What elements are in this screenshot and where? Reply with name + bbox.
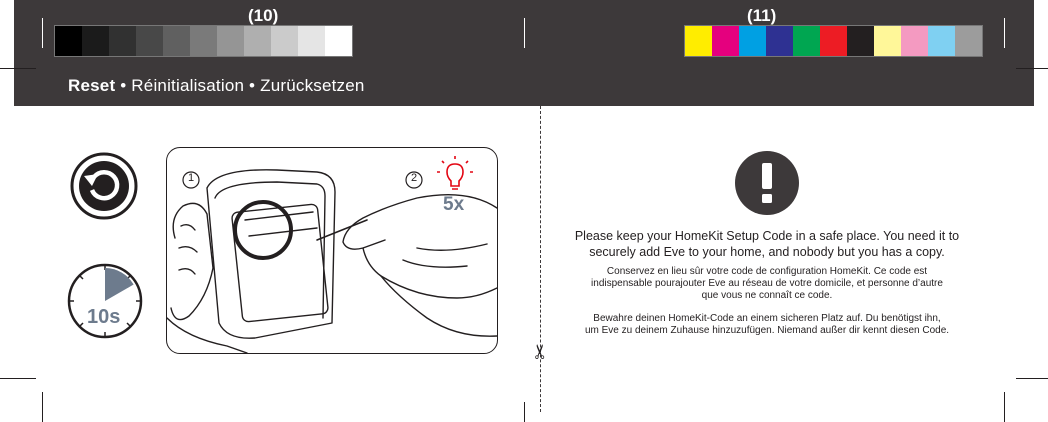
trim-mark <box>1004 392 1005 422</box>
notice-line: indispensable pourajouter Eve au réseau de votre domicile, et personne d’autre <box>591 278 943 289</box>
step-number-2: 2 <box>410 172 418 184</box>
color-swatch <box>325 26 352 56</box>
notice-german <box>572 313 962 337</box>
color-swatch <box>298 26 325 56</box>
color-swatch <box>217 26 244 56</box>
page-number-right: (11) <box>747 6 777 25</box>
color-swatch <box>190 26 217 56</box>
trim-mark <box>524 18 525 48</box>
trim-mark <box>0 378 36 379</box>
section-title <box>68 76 365 96</box>
notice-line: Conservez en lieu sûr votre code de configuration HomeKit. Ce code est <box>606 266 928 277</box>
reset-icon <box>70 152 138 220</box>
color-swatch <box>901 26 928 56</box>
press-count: 5x <box>443 194 465 215</box>
step-number-1: 1 <box>187 172 195 184</box>
process-color-bar <box>684 25 983 57</box>
notice-french <box>572 266 962 302</box>
color-swatch <box>847 26 874 56</box>
trim-mark <box>1016 68 1048 69</box>
color-swatch <box>955 26 982 56</box>
scissors-icon: ✂ <box>529 343 552 360</box>
color-swatch <box>136 26 163 56</box>
trim-mark <box>1016 378 1048 379</box>
color-swatch <box>793 26 820 56</box>
trim-mark <box>1004 18 1005 48</box>
timer-label: 10s <box>87 306 121 328</box>
notice-english <box>572 228 962 260</box>
color-swatch <box>109 26 136 56</box>
trim-mark <box>524 402 525 422</box>
color-swatch <box>244 26 271 56</box>
exclamation-icon <box>734 150 800 216</box>
color-swatch <box>739 26 766 56</box>
gray-color-bar <box>54 25 353 57</box>
notice-line: um Eve zu deinem Zuhause hinzuzufügen. Niemand außer dir kennt diesen Code. <box>584 325 950 336</box>
page-number-left: (10) <box>248 6 279 25</box>
trim-mark <box>42 18 43 48</box>
cut-line <box>540 106 541 412</box>
color-swatch <box>928 26 955 56</box>
notice-line: securely add Eve to your home, and nobody but you has a copy. <box>589 245 945 259</box>
notice-line: Bewahre deinen HomeKit-Code an einem sicheren Platz auf. Du benötigst ihn, <box>593 313 941 324</box>
trim-mark <box>0 68 36 69</box>
reset-illustration <box>166 147 498 354</box>
color-swatch <box>820 26 847 56</box>
color-swatch <box>55 26 82 56</box>
trim-mark <box>42 392 43 422</box>
notice-line: Please keep your HomeKit Setup Code in a safe place. You need it to <box>574 229 960 243</box>
hand-device-illustration <box>167 148 497 353</box>
color-swatch <box>712 26 739 56</box>
title-translations: • Réinitialisation • Zurücksetzen <box>115 76 365 95</box>
color-swatch <box>271 26 298 56</box>
color-swatch <box>82 26 109 56</box>
color-swatch <box>874 26 901 56</box>
notice-line: que vous ne connaît ce code. <box>701 290 833 301</box>
color-swatch <box>766 26 793 56</box>
color-swatch <box>685 26 712 56</box>
title-reset: Reset <box>68 76 116 95</box>
color-swatch <box>163 26 190 56</box>
